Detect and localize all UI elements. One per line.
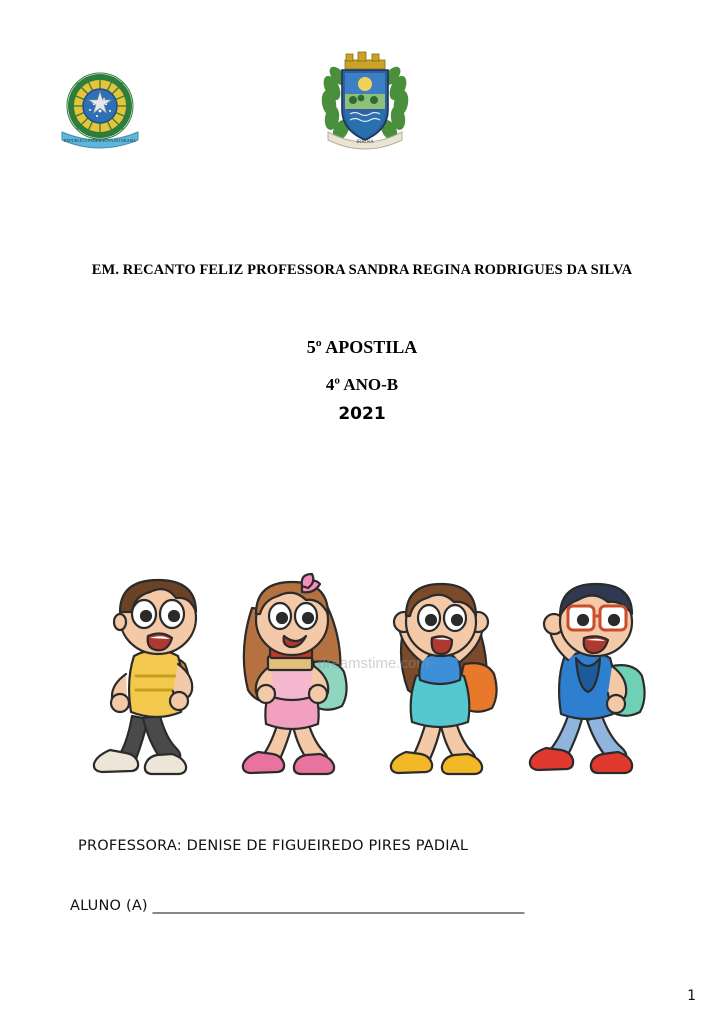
brasao-municipio-icon (312, 48, 418, 152)
child-4-boy-glasses (530, 584, 645, 773)
child-3-girl-teal (391, 584, 497, 774)
svg-text:IRIÚNA: IRIÚNA (356, 140, 374, 145)
student-name-field (70, 898, 524, 914)
illustration-watermark: dreamstime.com (318, 655, 429, 672)
child-2-girl-books (243, 574, 347, 774)
student-label: ALUNO (A) (70, 898, 153, 914)
teacher-name-field: PROFESSORA: DENISE DE FIGUEIREDO PIRES PADIAL (78, 838, 469, 854)
school-name-heading: EM. RECANTO FELIZ PROFESSORA SANDRA REGINA RODRIGUES DA SILVA (91, 262, 633, 278)
student-name-blank-line: _______________________________________________________ (152, 898, 524, 914)
apostila-heading: 5º APOSTILA (306, 337, 418, 357)
grade-heading: 4º ANO-B (325, 375, 399, 394)
year-heading: 2021 (338, 404, 386, 424)
header-emblems (0, 48, 724, 168)
children-illustration-svg (56, 546, 676, 796)
svg-text:REPÚBLICA FEDERATIVA DO BRASIL: REPÚBLICA FEDERATIVA DO BRASIL (63, 138, 137, 143)
children-illustration (56, 546, 676, 796)
brasao-republica-icon (52, 66, 148, 158)
child-1-boy-yellow (94, 580, 196, 774)
page-number: 1 (687, 988, 696, 1004)
